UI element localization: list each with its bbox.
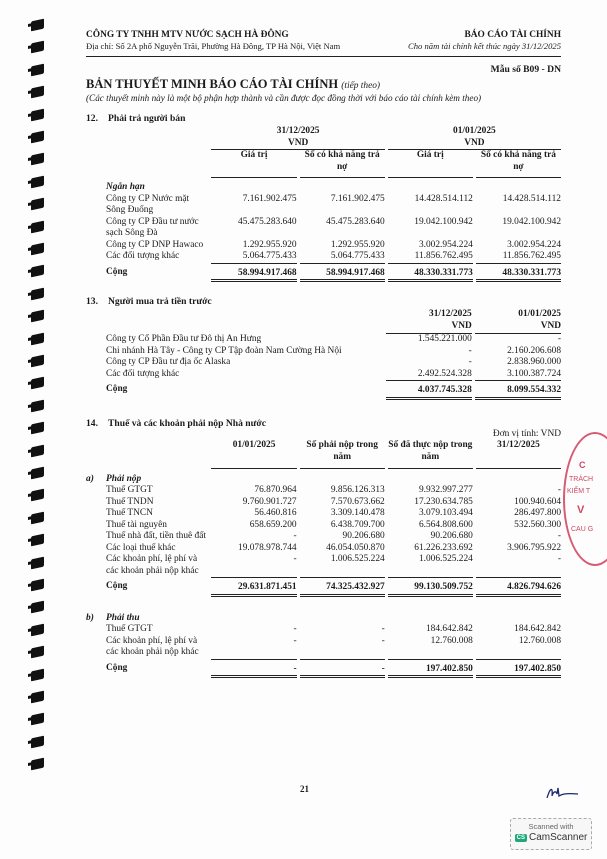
group-payable — [86, 469, 208, 486]
group-title: Phải nộp — [106, 473, 142, 484]
table-row — [86, 520, 561, 532]
total-label: Cộng — [106, 662, 128, 673]
total-value: 58.994.917.468 — [211, 263, 296, 283]
total-value: 58.994.917.468 — [300, 263, 385, 283]
row-value: - — [468, 345, 472, 356]
binding-ring — [31, 131, 44, 144]
group-marker: a) — [86, 473, 94, 484]
table-row — [86, 554, 561, 577]
company-address: Địa chỉ: Số 2A phố Nguyễn Trãi, Phường Hà Đông, TP Hà Nội, Việt Nam — [86, 41, 341, 51]
row-value: 14.428.514.112 — [502, 193, 561, 204]
col-header-2025 — [386, 309, 472, 334]
row-value: 19.078.978.744 — [238, 542, 297, 553]
table-row — [86, 251, 561, 263]
table-row — [86, 624, 561, 636]
table-row — [86, 194, 561, 217]
section-13-title — [86, 296, 561, 307]
row-value: 11.856.762.495 — [502, 251, 561, 261]
binding-ring — [31, 175, 44, 188]
row-label: Thuế nhà đất, tiền thuê đất — [106, 531, 206, 541]
row-value: 46.054.050.870 — [326, 542, 385, 553]
tax-table — [83, 429, 564, 679]
row-value: 3.079.103.494 — [418, 508, 473, 518]
binding-ring — [31, 467, 44, 480]
table-row — [86, 531, 561, 543]
row-value: 184.642.842 — [425, 624, 473, 634]
row-value: 7.161.902.475 — [242, 193, 297, 204]
col-group-header-1 — [211, 126, 384, 150]
stamp-text: CAU G — [571, 526, 594, 533]
total-value: 197.402.850 — [388, 659, 473, 679]
section-number: 12. — [86, 113, 98, 124]
doc-title — [86, 77, 561, 92]
row-value: 19.042.100.942 — [502, 216, 561, 227]
binding-ring — [31, 601, 44, 614]
binding-ring — [31, 556, 44, 569]
unit-note: Đơn vị tính: VND — [492, 428, 561, 439]
row-value: 17.230.634.785 — [414, 496, 473, 507]
row-value: 3.002.954.224 — [418, 239, 473, 250]
row-value: 90.206.680 — [342, 531, 385, 541]
row-label: Các khoản phí, lệ phí và các khoản phải nộp khác — [106, 635, 199, 657]
row-value: - — [557, 485, 561, 495]
group-title: Phải thu — [106, 612, 140, 623]
col-group-header-2 — [388, 126, 561, 150]
row-value: 658.659.200 — [249, 519, 297, 530]
binding-ring — [31, 511, 44, 524]
binding-ring — [31, 534, 44, 547]
signature — [544, 784, 580, 802]
total-value: 197.402.850 — [476, 659, 561, 679]
binding-ring — [31, 41, 44, 54]
table-row — [86, 334, 561, 346]
row-label: Công ty CP DNP Hawaco — [106, 239, 204, 250]
row-value: 3.906.795.922 — [507, 542, 561, 553]
unit-header: VND — [464, 137, 485, 148]
date-header: 01/01/2025 — [453, 126, 496, 136]
company-name: CÔNG TY TNHH MTV NƯỚC SẠCH HÀ ĐÔNG — [86, 30, 289, 40]
date-header: 01/01/2025 — [518, 309, 561, 319]
total-row — [86, 380, 561, 400]
row-value: 9.760.901.727 — [242, 496, 297, 507]
row-label: Các đối tượng khác — [106, 368, 180, 379]
binding-ring — [31, 108, 44, 121]
row-value: 7.570.673.662 — [330, 496, 385, 507]
unit-header: VND — [287, 137, 309, 148]
report-period: Cho năm tài chính kết thúc ngày 31/12/2025 — [408, 41, 561, 51]
row-value: - — [293, 624, 297, 634]
total-label: Cộng — [106, 384, 128, 394]
binding-ring — [31, 668, 44, 681]
binding-ring — [31, 19, 44, 32]
row-value: 12.760.008 — [430, 635, 473, 646]
row-value: 286.497.800 — [514, 508, 561, 518]
date-header: 31/12/2025 — [276, 126, 320, 136]
row-value: 2.492.524.328 — [417, 368, 472, 379]
total-value: 74.325.432.927 — [300, 577, 385, 597]
row-value: 90.206.680 — [430, 531, 473, 541]
doc-subtitle: (Các thuyết minh này là một bộ phận hợp thành và cần được đọc đồng thời với báo cáo tài chính kèm theo) — [86, 93, 482, 103]
total-value: 8.099.554.332 — [475, 380, 561, 400]
binding-ring — [31, 713, 44, 726]
total-value: 99.130.509.752 — [388, 577, 473, 597]
section-14-title — [86, 418, 561, 429]
report-title: BÁO CÁO TÀI CHÍNH — [464, 30, 561, 40]
row-value: 2.160.206.608 — [507, 345, 561, 356]
table-row — [86, 217, 561, 240]
section-title: Phải trả người bán — [108, 113, 186, 124]
row-value: 1.292.955.920 — [242, 239, 297, 250]
col-header-value: Giá trị — [211, 150, 296, 178]
company-stamp — [563, 432, 607, 566]
section-12-title — [86, 113, 561, 124]
row-value: 45.475.283.640 — [238, 216, 297, 227]
row-value: 184.642.842 — [514, 624, 561, 634]
col-header-paid-in-year: Số đã thực nộp trong năm — [388, 440, 473, 469]
col-header-payable: Số có khả năng trả nợ — [300, 150, 385, 178]
camscanner-watermark — [510, 818, 592, 850]
binding-ring — [31, 310, 44, 323]
row-label: Thuế TNCN — [106, 508, 153, 518]
page-number: 21 — [300, 784, 309, 794]
table-row — [86, 369, 561, 381]
section-title: Người mua trả tiền trước — [108, 296, 212, 307]
unit-header: VND — [540, 320, 561, 331]
binding-ring — [31, 646, 44, 659]
total-value: 4.037.745.328 — [386, 380, 472, 400]
row-label: Công ty Cổ Phần Đầu tư Đô thị An Hưng — [106, 334, 262, 344]
row-value: 56.460.816 — [254, 508, 297, 518]
row-value: 11.856.762.495 — [414, 251, 473, 261]
unit-header: VND — [451, 320, 472, 331]
row-label: Thuế GTGT — [106, 624, 153, 634]
binding-ring — [31, 758, 44, 771]
binding-ring — [31, 287, 44, 300]
binding-ring — [31, 86, 44, 99]
binding-ring — [31, 444, 44, 457]
row-value: 14.428.514.112 — [414, 193, 473, 204]
row-value: 61.226.233.692 — [414, 542, 473, 553]
table-row — [86, 357, 561, 369]
total-value: 4.826.794.626 — [476, 577, 561, 597]
row-value: 3.002.954.224 — [507, 239, 561, 250]
binding-ring — [31, 220, 44, 233]
row-value: 5.064.775.433 — [330, 251, 385, 261]
row-value: 7.161.902.475 — [330, 193, 385, 204]
document-page — [86, 30, 561, 678]
group-label: Ngắn hạn — [106, 182, 145, 192]
binding-ring — [31, 735, 44, 748]
col-header-closing: 31/12/2025 — [476, 440, 561, 469]
row-label: Thuế GTGT — [106, 485, 153, 495]
row-value: 76.870.964 — [254, 485, 297, 495]
row-value: - — [293, 531, 297, 541]
binding-ring — [31, 332, 44, 345]
binding-ring — [31, 422, 44, 435]
row-label: Công ty CP Nước mặt Sông Đuống — [106, 193, 190, 215]
total-value: - — [300, 659, 385, 679]
binding-ring — [31, 579, 44, 592]
table-row — [86, 636, 561, 659]
header-divider — [86, 56, 561, 57]
binding-ring — [31, 198, 44, 211]
table-row — [86, 346, 561, 358]
payables-table — [83, 126, 564, 282]
table-row — [86, 497, 561, 509]
binding-ring — [31, 265, 44, 278]
row-value: 100.940.604 — [514, 496, 561, 507]
total-value: 48.330.331.773 — [476, 263, 561, 283]
row-value: 1.006.525.224 — [418, 554, 473, 564]
stamp-text: C — [579, 460, 586, 470]
binding-ring — [31, 623, 44, 636]
total-value: 29.631.871.451 — [211, 577, 296, 597]
row-value: - — [381, 635, 385, 646]
col-header-payable-in-year: Số phải nộp trong năm — [300, 440, 385, 469]
table-row — [86, 485, 561, 497]
group-receivable — [86, 597, 208, 625]
col-header-2024 — [475, 309, 561, 334]
table-row — [86, 240, 561, 252]
row-value: - — [557, 334, 561, 344]
col-header-payable: Số có khả năng trả nợ — [476, 150, 561, 178]
row-value: - — [468, 357, 472, 367]
doc-title-text: BẢN THUYẾT MINH BÁO CÁO TÀI CHÍNH — [86, 77, 339, 91]
row-value: 9.932.997.277 — [418, 485, 473, 495]
row-value: 3.309.140.478 — [330, 508, 385, 518]
row-value: - — [293, 635, 297, 646]
binding-ring — [31, 399, 44, 412]
row-value: - — [293, 554, 297, 564]
doc-title-suffix: (tiếp theo) — [341, 81, 381, 91]
total-row — [86, 263, 561, 283]
row-value: 1.545.221.000 — [417, 334, 472, 344]
row-value: 1.006.525.224 — [330, 554, 385, 564]
row-value: 3.100.387.724 — [507, 368, 561, 379]
total-label: Cộng — [106, 581, 128, 591]
binding-ring — [31, 63, 44, 76]
row-value: - — [557, 531, 561, 541]
row-label: Chi nhánh Hà Tây - Công ty CP Tập đoàn Nam Cường Hà Nội — [106, 345, 342, 356]
stamp-text: TRÁCH — [569, 476, 594, 483]
col-header-opening: 01/01/2025 — [211, 440, 296, 469]
total-label: Cộng — [106, 266, 128, 277]
row-label: Các đối tượng khác — [106, 251, 180, 261]
advances-table — [83, 309, 564, 400]
section-number: 14. — [86, 417, 98, 429]
section-number: 13. — [86, 296, 98, 307]
total-row — [86, 659, 561, 679]
row-value: 9.856.126.313 — [330, 485, 385, 495]
total-value: 48.330.331.773 — [388, 263, 473, 283]
table-row — [86, 508, 561, 520]
page-header — [86, 30, 561, 52]
total-row — [86, 577, 561, 597]
row-value: 1.292.955.920 — [330, 239, 385, 250]
row-value: - — [557, 554, 561, 564]
watermark-brand: CamScanner — [528, 832, 588, 843]
table-row — [86, 543, 561, 555]
col-header-value: Giá trị — [388, 150, 473, 178]
section-title: Thuế và các khoản phải nộp Nhà nước — [108, 417, 266, 429]
row-value: 532.560.300 — [514, 519, 561, 530]
row-value: 45.475.283.640 — [326, 216, 385, 227]
row-label: Thuế tài nguyên — [106, 519, 167, 530]
row-label: Thuế TNDN — [106, 496, 154, 507]
row-value: - — [381, 624, 385, 634]
binding-ring — [31, 153, 44, 166]
row-value: 5.064.775.433 — [242, 251, 297, 261]
form-code: Mẫu số B09 - DN — [490, 64, 561, 75]
stamp-text: V — [577, 504, 585, 516]
binding-ring — [31, 489, 44, 502]
watermark-caption: Scanned with — [528, 822, 574, 831]
row-value: 2.838.960.000 — [507, 357, 561, 367]
binding-ring — [31, 243, 44, 256]
row-value: 6.438.709.700 — [330, 519, 385, 530]
binding-ring — [31, 377, 44, 390]
row-value: 19.042.100.942 — [414, 216, 473, 227]
row-label: Công ty CP Đầu tư địa ốc Alaska — [106, 357, 231, 367]
row-label: Các khoản phí, lệ phí và các khoản phải nộp khác — [106, 554, 199, 576]
total-value: - — [211, 659, 296, 679]
stamp-text: KIỂM T — [567, 488, 591, 495]
row-label: Các loại thuế khác — [106, 542, 176, 553]
row-value: 12.760.008 — [518, 635, 561, 646]
date-header: 31/12/2025 — [429, 309, 472, 319]
camscanner-logo-icon: CS — [516, 834, 525, 841]
binding-ring — [31, 355, 44, 368]
row-label: Công ty CP Đầu tư nước sạch Sông Đà — [106, 216, 199, 238]
row-value: 6.564.808.600 — [418, 519, 473, 530]
group-marker: b) — [86, 612, 94, 623]
binding-ring — [31, 691, 44, 704]
